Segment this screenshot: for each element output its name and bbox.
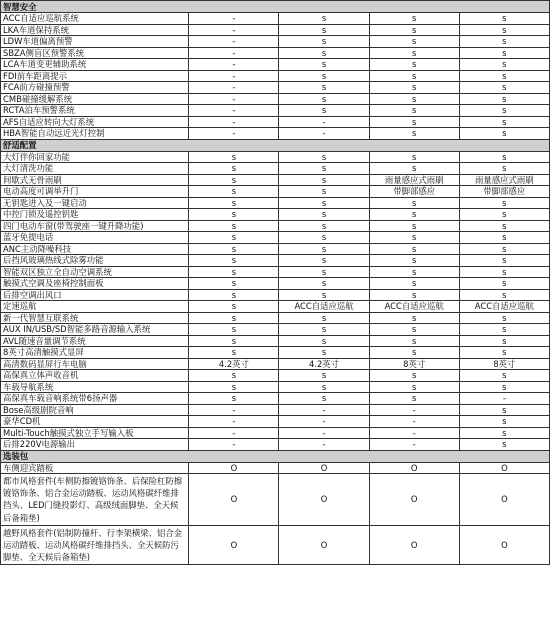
feature-value: s (189, 255, 279, 267)
feature-value: s (189, 278, 279, 290)
feature-value: s (189, 301, 279, 313)
feature-value: s (459, 324, 549, 336)
table-row (1, 82, 550, 94)
table-row (1, 105, 550, 117)
feature-value: s (369, 151, 459, 163)
feature-value: s (279, 312, 369, 324)
feature-value: - (279, 439, 369, 451)
feature-value: 雨量感应式雨刷 (459, 174, 549, 186)
feature-value: s (369, 128, 459, 140)
feature-value: O (189, 474, 279, 526)
feature-value: - (369, 439, 459, 451)
feature-value: - (189, 128, 279, 140)
table-row (1, 301, 550, 313)
feature-value: 4.2英寸 (279, 358, 369, 370)
feature-value: s (279, 278, 369, 290)
spec-table-body (1, 1, 550, 565)
feature-name: 越野风格套件(铝制防撞杆、行李架横梁、铝合金运动踏板、运动风格碳纤维排挡头、全天候防污脚垫、全天候后备箱垫) (1, 525, 189, 565)
feature-value: s (459, 278, 549, 290)
feature-value: s (279, 393, 369, 405)
feature-name: 后排220V电源输出 (1, 439, 189, 451)
feature-name: 四门电动车窗(带驾驶座一键升降功能) (1, 220, 189, 232)
feature-value: s (459, 36, 549, 48)
feature-value: s (459, 335, 549, 347)
feature-value: s (459, 128, 549, 140)
feature-value: s (459, 255, 549, 267)
feature-name: 豪华CD机 (1, 416, 189, 428)
feature-value: s (369, 82, 459, 94)
feature-value: s (189, 174, 279, 186)
feature-name: Bose高级剧院音响 (1, 404, 189, 416)
feature-value: - (189, 416, 279, 428)
feature-value: - (189, 36, 279, 48)
feature-value: s (459, 370, 549, 382)
feature-value: s (189, 393, 279, 405)
feature-value: s (459, 209, 549, 221)
table-row (1, 474, 550, 526)
feature-value: s (369, 59, 459, 71)
feature-value: s (279, 324, 369, 336)
feature-value: s (459, 439, 549, 451)
feature-value: s (189, 381, 279, 393)
feature-name: 电动高度可调举升门 (1, 186, 189, 198)
feature-value: O (459, 474, 549, 526)
feature-value: s (459, 266, 549, 278)
feature-value: O (279, 474, 369, 526)
feature-name: 中控门锁及遥控钥匙 (1, 209, 189, 221)
feature-value: s (459, 312, 549, 324)
feature-value: s (189, 266, 279, 278)
table-row (1, 358, 550, 370)
feature-value: s (369, 243, 459, 255)
feature-value: s (459, 47, 549, 59)
table-row (1, 525, 550, 565)
table-row (1, 70, 550, 82)
feature-name: AFS自适应转向大灯系统 (1, 116, 189, 128)
feature-value: - (189, 47, 279, 59)
feature-name: 定速巡航 (1, 301, 189, 313)
feature-value: s (369, 393, 459, 405)
feature-value: s (189, 335, 279, 347)
feature-value: s (189, 186, 279, 198)
feature-value: s (279, 82, 369, 94)
feature-value: O (369, 525, 459, 565)
feature-value: - (459, 393, 549, 405)
table-row (1, 197, 550, 209)
feature-value: s (459, 82, 549, 94)
table-row (1, 381, 550, 393)
table-row (1, 47, 550, 59)
table-row (1, 439, 550, 451)
feature-name: 触摸式空调及座椅控制面板 (1, 278, 189, 290)
table-row (1, 278, 550, 290)
feature-value: - (189, 93, 279, 105)
feature-value: s (189, 312, 279, 324)
feature-name: HBA智能自动远近光灯控制 (1, 128, 189, 140)
feature-value: s (369, 116, 459, 128)
feature-name: 高保真立体声收音机 (1, 370, 189, 382)
feature-name: 大灯伴你回家功能 (1, 151, 189, 163)
table-row (1, 324, 550, 336)
feature-value: s (369, 370, 459, 382)
feature-name: ACC自适应巡航系统 (1, 13, 189, 25)
feature-value: s (279, 163, 369, 175)
feature-name: 大灯清洗功能 (1, 163, 189, 175)
feature-value: s (459, 232, 549, 244)
feature-value: ACC自适应巡航 (369, 301, 459, 313)
feature-value: O (189, 525, 279, 565)
feature-name: 高清数码显屏行车电脑 (1, 358, 189, 370)
feature-value: s (459, 116, 549, 128)
feature-value: s (459, 243, 549, 255)
feature-value: - (279, 404, 369, 416)
table-row (1, 24, 550, 36)
feature-value: - (189, 116, 279, 128)
feature-value: - (189, 13, 279, 25)
feature-value: s (459, 59, 549, 71)
feature-value: s (369, 47, 459, 59)
feature-value: s (279, 186, 369, 198)
feature-value: s (279, 289, 369, 301)
section-header (1, 450, 550, 462)
feature-value: s (369, 278, 459, 290)
feature-value: s (369, 163, 459, 175)
feature-value: s (279, 13, 369, 25)
feature-value: s (369, 93, 459, 105)
feature-value: s (369, 289, 459, 301)
feature-value: s (189, 209, 279, 221)
feature-value: s (459, 381, 549, 393)
feature-value: s (189, 151, 279, 163)
feature-value: - (369, 404, 459, 416)
feature-name: 蓝牙免提电话 (1, 232, 189, 244)
feature-name: AUX IN/USB/SD智能多路音源输入系统 (1, 324, 189, 336)
feature-name: 车载导航系统 (1, 381, 189, 393)
feature-value: - (189, 404, 279, 416)
table-row (1, 220, 550, 232)
table-row (1, 404, 550, 416)
feature-name: 后挡风玻璃热线式除雾功能 (1, 255, 189, 267)
feature-name: LCA车道变更辅助系统 (1, 59, 189, 71)
feature-value: s (279, 93, 369, 105)
feature-value: - (279, 416, 369, 428)
section-title: 选装包 (1, 450, 550, 462)
feature-name: FDI前车距离提示 (1, 70, 189, 82)
feature-value: s (369, 13, 459, 25)
feature-value: s (279, 243, 369, 255)
feature-value: - (189, 105, 279, 117)
feature-value: s (459, 163, 549, 175)
feature-name: SBZA侧盲区预警系统 (1, 47, 189, 59)
feature-value: s (189, 220, 279, 232)
section-title: 智慧安全 (1, 1, 550, 13)
table-row (1, 427, 550, 439)
feature-value: 8英寸 (459, 358, 549, 370)
feature-value: s (279, 47, 369, 59)
feature-name: 后排空调出风口 (1, 289, 189, 301)
feature-name: Multi-Touch触摸式独立手写输入板 (1, 427, 189, 439)
feature-value: s (279, 370, 369, 382)
feature-value: 带脚部感应 (369, 186, 459, 198)
feature-value: 带脚部感应 (459, 186, 549, 198)
feature-name: 无钥匙进入及一键启动 (1, 197, 189, 209)
feature-value: s (459, 220, 549, 232)
feature-name: 智能双区独立全自动空调系统 (1, 266, 189, 278)
feature-value: 8英寸 (369, 358, 459, 370)
feature-value: s (189, 324, 279, 336)
feature-value: s (279, 197, 369, 209)
feature-name: AVL随速音量调节系统 (1, 335, 189, 347)
table-row (1, 335, 550, 347)
feature-name: 车侧迎宾踏板 (1, 462, 189, 474)
feature-value: s (369, 24, 459, 36)
feature-value: s (459, 197, 549, 209)
table-row (1, 93, 550, 105)
table-row (1, 209, 550, 221)
feature-value: O (189, 462, 279, 474)
feature-name: 新一代智慧互联系统 (1, 312, 189, 324)
feature-value: s (189, 163, 279, 175)
table-row (1, 128, 550, 140)
feature-value: - (189, 82, 279, 94)
feature-value: s (459, 347, 549, 359)
feature-value: s (459, 24, 549, 36)
feature-value: s (279, 209, 369, 221)
feature-value: ACC自适应巡航 (459, 301, 549, 313)
table-row (1, 151, 550, 163)
feature-value: s (369, 347, 459, 359)
section-header (1, 139, 550, 151)
feature-value: - (189, 439, 279, 451)
feature-name: 8英寸高清触摸式显屏 (1, 347, 189, 359)
feature-value: O (279, 462, 369, 474)
table-row (1, 232, 550, 244)
feature-value: O (459, 525, 549, 565)
feature-value: s (279, 232, 369, 244)
table-row (1, 347, 550, 359)
table-row (1, 416, 550, 428)
feature-value: s (189, 243, 279, 255)
feature-name: CMB碰撞缓解系统 (1, 93, 189, 105)
table-row (1, 174, 550, 186)
feature-value: - (189, 427, 279, 439)
feature-value: O (459, 462, 549, 474)
feature-value: O (279, 525, 369, 565)
table-row (1, 243, 550, 255)
table-row (1, 393, 550, 405)
feature-value: s (369, 209, 459, 221)
feature-value: s (189, 370, 279, 382)
feature-value: - (279, 116, 369, 128)
feature-value: s (369, 197, 459, 209)
feature-value: s (279, 36, 369, 48)
feature-value: ACC自适应巡航 (279, 301, 369, 313)
feature-value: s (279, 347, 369, 359)
feature-value: - (189, 24, 279, 36)
feature-value: s (279, 70, 369, 82)
feature-value: s (279, 220, 369, 232)
table-row (1, 312, 550, 324)
table-row (1, 186, 550, 198)
feature-name: FCA前方碰撞预警 (1, 82, 189, 94)
feature-value: s (369, 36, 459, 48)
feature-value: - (369, 427, 459, 439)
feature-name: LDW车道偏离预警 (1, 36, 189, 48)
table-row (1, 255, 550, 267)
feature-value: s (369, 232, 459, 244)
feature-value: s (459, 427, 549, 439)
feature-value: s (369, 70, 459, 82)
table-row (1, 289, 550, 301)
feature-value: s (279, 59, 369, 71)
table-row (1, 13, 550, 25)
feature-value: s (369, 335, 459, 347)
feature-name: LKA车道保持系统 (1, 24, 189, 36)
feature-value: s (369, 381, 459, 393)
feature-value: s (369, 105, 459, 117)
feature-value: s (279, 24, 369, 36)
feature-value: s (459, 93, 549, 105)
feature-value: s (459, 404, 549, 416)
feature-value: - (369, 416, 459, 428)
feature-value: s (279, 335, 369, 347)
feature-value: s (189, 289, 279, 301)
feature-value: - (279, 128, 369, 140)
feature-value: s (459, 416, 549, 428)
feature-value: s (189, 347, 279, 359)
feature-value: s (369, 255, 459, 267)
table-row (1, 163, 550, 175)
feature-value: s (369, 266, 459, 278)
feature-value: s (459, 105, 549, 117)
feature-name: ANC主动降噪科技 (1, 243, 189, 255)
table-row (1, 370, 550, 382)
feature-value: s (459, 13, 549, 25)
feature-value: s (369, 312, 459, 324)
feature-value: 4.2英寸 (189, 358, 279, 370)
feature-value: O (369, 474, 459, 526)
feature-value: s (369, 220, 459, 232)
feature-name: 都市风格套件(车侧防擦镀铬饰条、后保险杠防擦镀铬饰条、铝合金运动踏板、运动风格碳纤维排挡头、LED门缝投影灯、高级绒面脚垫、全天候后备箱垫) (1, 474, 189, 526)
feature-name: RCTA泊车预警系统 (1, 105, 189, 117)
feature-value: s (279, 174, 369, 186)
section-title: 舒适配置 (1, 139, 550, 151)
feature-value: s (189, 197, 279, 209)
table-row (1, 462, 550, 474)
feature-value: s (279, 266, 369, 278)
feature-value: s (279, 105, 369, 117)
feature-value: O (369, 462, 459, 474)
table-row (1, 36, 550, 48)
feature-value: s (279, 151, 369, 163)
feature-value: - (189, 70, 279, 82)
table-row (1, 266, 550, 278)
section-header (1, 1, 550, 13)
feature-value: 雨量感应式雨刷 (369, 174, 459, 186)
feature-value: s (279, 381, 369, 393)
feature-value: s (279, 255, 369, 267)
table-row (1, 116, 550, 128)
table-row (1, 59, 550, 71)
feature-value: s (369, 324, 459, 336)
feature-name: 高保真车载音响系统带6扬声器 (1, 393, 189, 405)
feature-value: - (279, 427, 369, 439)
feature-value: s (189, 232, 279, 244)
feature-value: s (459, 70, 549, 82)
feature-value: s (459, 289, 549, 301)
feature-value: s (459, 151, 549, 163)
feature-value: - (189, 59, 279, 71)
feature-name: 间歇式无骨雨刷 (1, 174, 189, 186)
